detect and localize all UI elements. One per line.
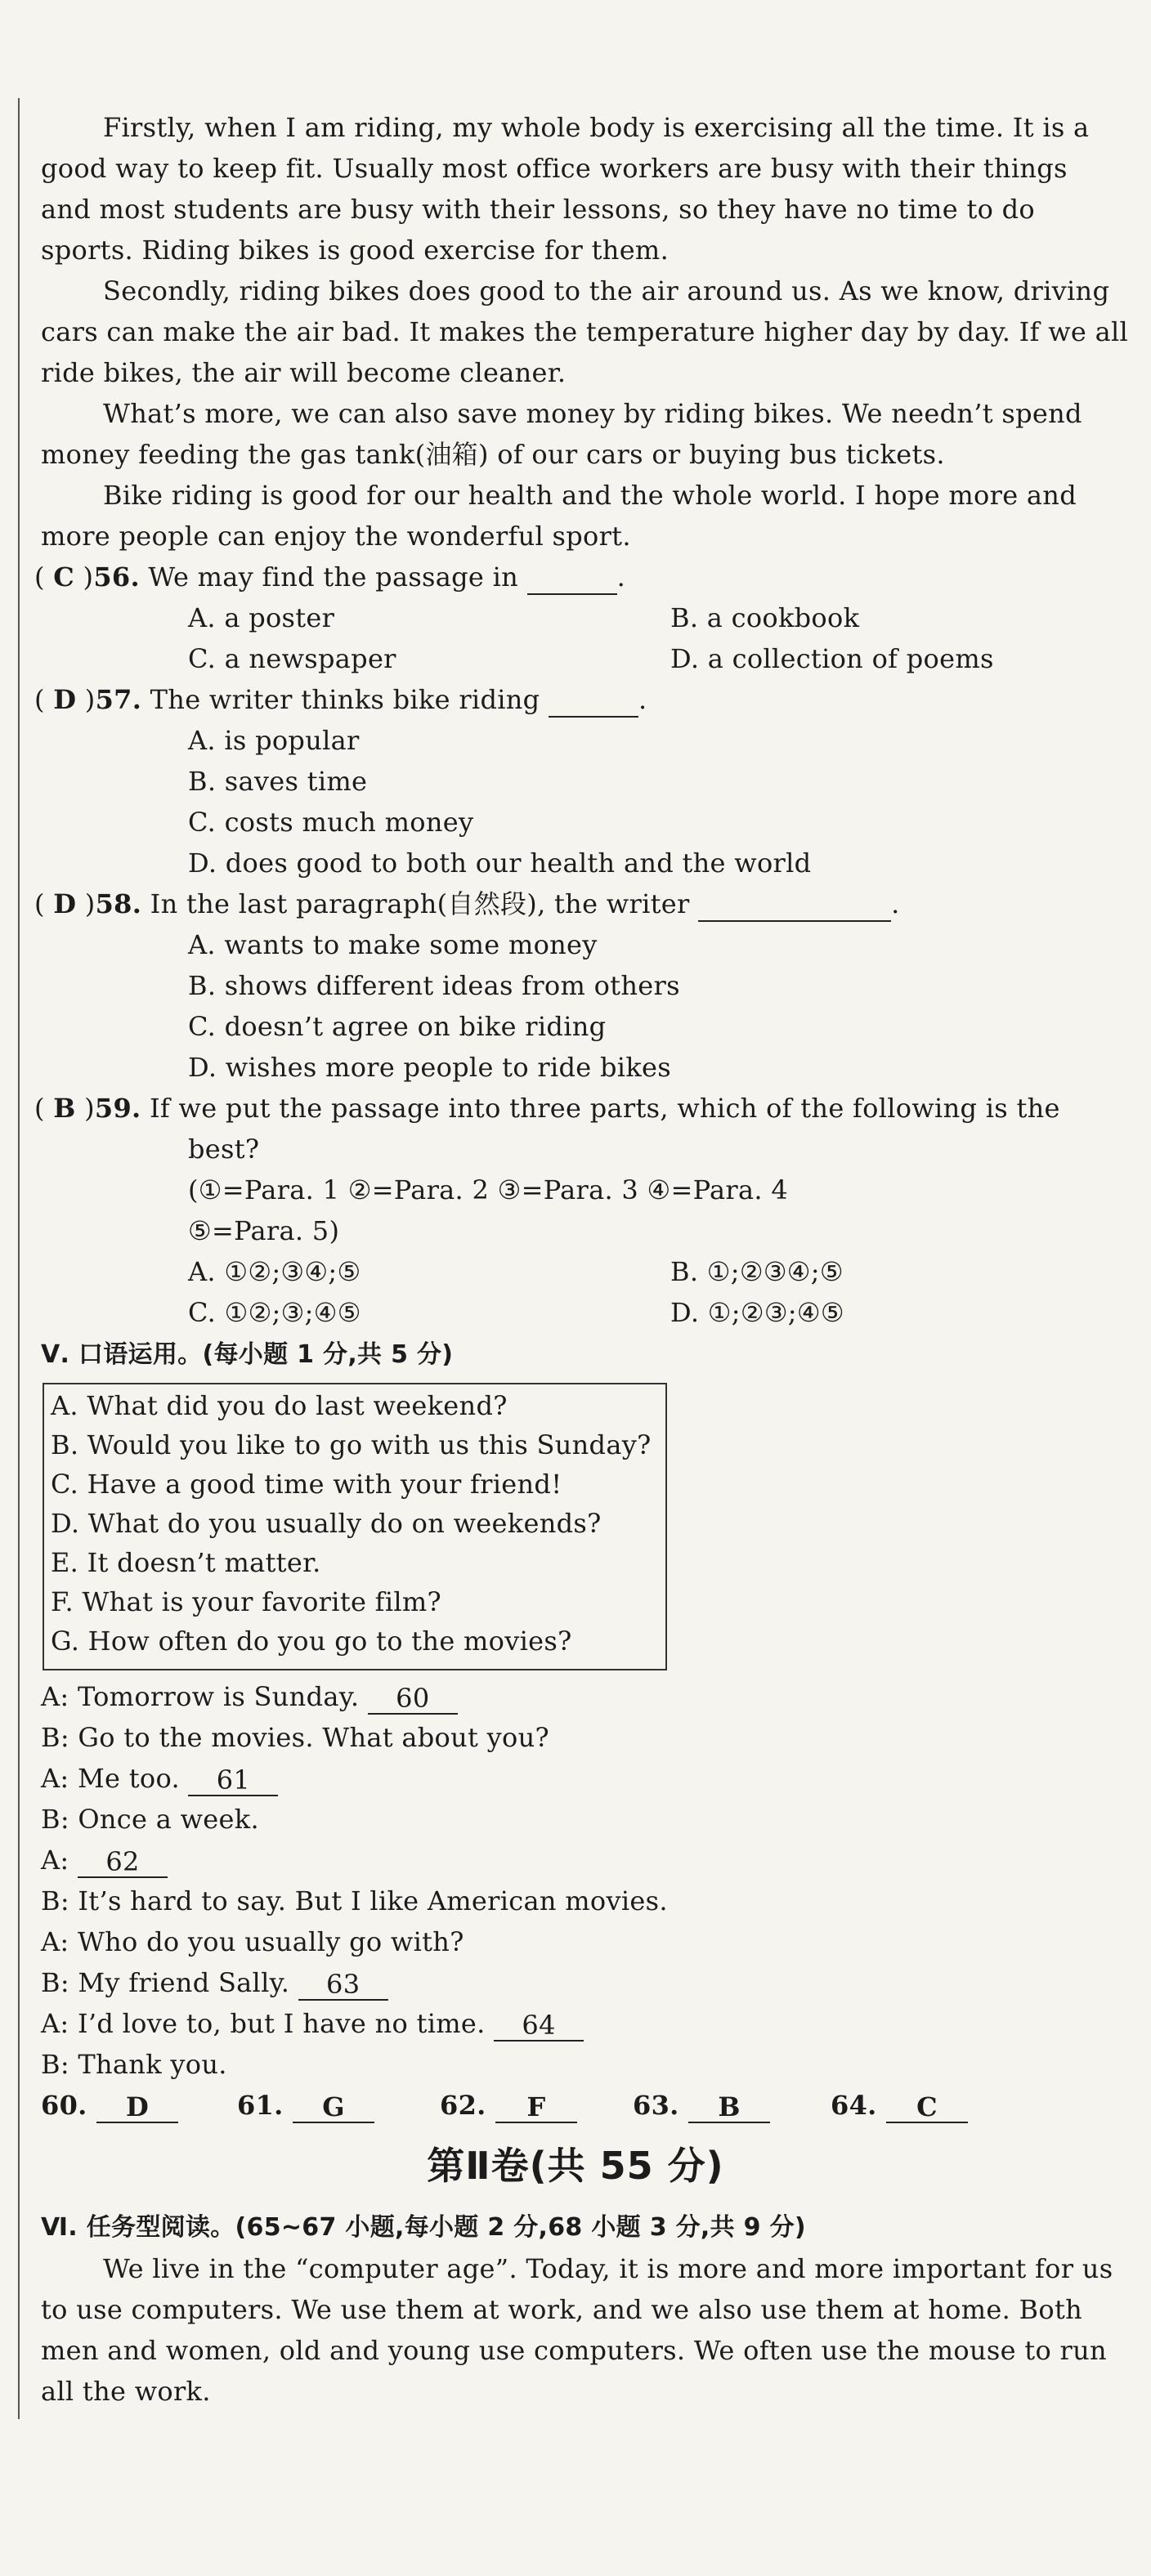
passage-line: money feeding the gas tank(油箱) of our cars or buying bus tickets. bbox=[41, 439, 945, 470]
dialogue-line: B: Thank you. bbox=[41, 2049, 227, 2080]
question-56: ( C )56. We may find the passage in . bbox=[34, 559, 625, 595]
passage-line: all the work. bbox=[41, 2376, 211, 2407]
question-number: 56. bbox=[93, 561, 140, 593]
answer-value: C bbox=[886, 2089, 968, 2123]
option-a: A. ①②;③④;⑤ bbox=[188, 1256, 361, 1287]
option-item: E. It doesn’t matter. bbox=[51, 1547, 321, 1578]
option-b: B. shows different ideas from others bbox=[188, 970, 680, 1001]
option-d: D. wishes more people to ride bikes bbox=[188, 1052, 671, 1083]
option-c: C. doesn’t agree on bike riding bbox=[188, 1011, 607, 1042]
option-item: F. What is your favorite film? bbox=[51, 1586, 441, 1617]
passage-line: cars can make the air bad. It makes the temperature higher day by day. If we all bbox=[41, 316, 1129, 347]
option-item: D. What do you usually do on weekends? bbox=[51, 1508, 602, 1539]
passage-line: to use computers. We use them at work, and we also use them at home. Both bbox=[41, 2294, 1083, 2325]
option-item: C. Have a good time with your friend! bbox=[51, 1469, 562, 1500]
question-57: ( D )57. The writer thinks bike riding . bbox=[34, 682, 647, 718]
dialogue-line: B: It’s hard to say. But I like American movies. bbox=[41, 1885, 668, 1916]
answer-value: B bbox=[688, 2089, 770, 2123]
passage-line: men and women, old and young use computers. We often use the mouse to run bbox=[41, 2335, 1107, 2366]
passage-line: more people can enjoy the wonderful sport. bbox=[41, 521, 631, 552]
paragraph-key: ⑤=Para. 5) bbox=[188, 1215, 340, 1246]
answer-blank bbox=[698, 888, 891, 922]
passage-line: good way to keep fit. Usually most office workers are busy with their things bbox=[41, 153, 1068, 184]
question-59: ( B )59. If we put the passage into three parts, which of the following is the bbox=[34, 1093, 1060, 1124]
answer-number: 64. bbox=[831, 2090, 877, 2121]
option-c: C. ①②;③;④⑤ bbox=[188, 1297, 361, 1328]
answer-mark: B bbox=[53, 1093, 76, 1124]
option-d: D. a collection of poems bbox=[670, 643, 994, 674]
option-b: B. a cookbook bbox=[670, 602, 860, 633]
passage-line: Firstly, when I am riding, my whole body is exercising all the time. It is a bbox=[103, 112, 1090, 143]
answer-number: 63. bbox=[633, 2090, 679, 2121]
answer-mark: D bbox=[53, 684, 77, 715]
passage-line: What’s more, we can also save money by riding bikes. We needn’t spend bbox=[103, 398, 1082, 429]
question-stem: The writer thinks bike riding bbox=[150, 684, 540, 715]
dialogue-line bbox=[41, 1965, 388, 2001]
dialogue-line: A: Who do you usually go with? bbox=[41, 1926, 464, 1957]
question-number: 58. bbox=[95, 888, 142, 919]
dialogue-text: A: Tomorrow is Sunday. bbox=[41, 1681, 360, 1712]
answer-blank bbox=[527, 561, 617, 595]
option-b: B. saves time bbox=[188, 766, 368, 797]
dialogue-blank: 64 bbox=[494, 2007, 584, 2042]
dialogue-blank: 60 bbox=[368, 1680, 458, 1715]
answer-62 bbox=[440, 2087, 577, 2123]
option-d: D. does good to both our health and the world bbox=[188, 847, 812, 879]
option-a: A. is popular bbox=[188, 725, 360, 756]
question-stem-continued: best? bbox=[188, 1134, 260, 1165]
dialogue-text: A: Me too. bbox=[41, 1763, 180, 1794]
passage-line: We live in the “computer age”. Today, it is more and more important for us bbox=[103, 2253, 1113, 2284]
option-c: C. costs much money bbox=[188, 807, 474, 838]
margin-line bbox=[18, 98, 20, 2419]
part-2-title: 第Ⅱ卷(共 55 分) bbox=[427, 2144, 724, 2188]
passage-line: Bike riding is good for our health and the whole world. I hope more and bbox=[103, 480, 1077, 511]
question-number: 59. bbox=[94, 1093, 141, 1124]
option-a: A. wants to make some money bbox=[188, 929, 598, 960]
section-5-heading: Ⅴ. 口语运用。(每小题 1 分,共 5 分) bbox=[41, 1340, 454, 1369]
passage-line: and most students are busy with their lessons, so they have no time to do bbox=[41, 194, 1035, 225]
dialogue-line: B: Once a week. bbox=[41, 1804, 259, 1835]
dialogue-line: B: Go to the movies. What about you? bbox=[41, 1722, 549, 1753]
option-c: C. a newspaper bbox=[188, 643, 396, 674]
question-stem: If we put the passage into three parts, which of the following is the bbox=[149, 1093, 1060, 1124]
section-6-heading: Ⅵ. 任务型阅读。(65~67 小题,每小题 2 分,68 小题 3 分,共 9 分) bbox=[41, 2213, 806, 2242]
dialogue-line bbox=[41, 1679, 458, 1715]
option-a: A. a poster bbox=[188, 602, 335, 633]
option-b: B. ①;②③④;⑤ bbox=[670, 1256, 844, 1287]
dialogue-text: A: I’d love to, but I have no time. bbox=[41, 2008, 486, 2039]
dialogue-text: A: bbox=[41, 1845, 69, 1876]
question-stem: In the last paragraph(自然段), the writer bbox=[150, 888, 690, 919]
option-item: B. Would you like to go with us this Sunday? bbox=[51, 1429, 652, 1460]
passage-line: ride bikes, the air will become cleaner. bbox=[41, 357, 567, 388]
answer-mark: C bbox=[53, 561, 75, 593]
answer-value: F bbox=[495, 2089, 577, 2123]
dialogue-blank: 61 bbox=[188, 1762, 278, 1796]
answer-61 bbox=[237, 2087, 374, 2123]
dialogue-line bbox=[41, 1760, 278, 1796]
paragraph-key: (①=Para. 1 ②=Para. 2 ③=Para. 3 ④=Para. 4 bbox=[188, 1174, 788, 1205]
answer-63 bbox=[633, 2087, 770, 2123]
question-number: 57. bbox=[95, 684, 142, 715]
answer-number: 62. bbox=[440, 2090, 486, 2121]
answer-value: D bbox=[96, 2089, 178, 2123]
question-stem: We may find the passage in bbox=[148, 561, 519, 593]
dialogue-line bbox=[41, 2006, 584, 2042]
option-d: D. ①;②③;④⑤ bbox=[670, 1297, 844, 1328]
answer-mark: D bbox=[53, 888, 77, 919]
dialogue-blank: 62 bbox=[78, 1844, 168, 1878]
answer-64 bbox=[831, 2087, 968, 2123]
dialogue-text: B: My friend Sally. bbox=[41, 1967, 290, 1998]
answer-60 bbox=[41, 2087, 178, 2123]
passage-line: Secondly, riding bikes does good to the air around us. As we know, driving bbox=[103, 275, 1110, 306]
answer-number: 61. bbox=[237, 2090, 284, 2121]
dialogue-line bbox=[41, 1842, 168, 1878]
option-item: G. How often do you go to the movies? bbox=[51, 1626, 572, 1657]
dialogue-blank: 63 bbox=[298, 1966, 388, 2001]
answer-number: 60. bbox=[41, 2090, 87, 2121]
passage-line: sports. Riding bikes is good exercise for them. bbox=[41, 235, 670, 266]
answer-blank bbox=[549, 683, 638, 718]
question-58: ( D )58. In the last paragraph(自然段), the writer . bbox=[34, 886, 900, 922]
answer-value: G bbox=[293, 2089, 374, 2123]
option-item: A. What did you do last weekend? bbox=[51, 1390, 508, 1421]
